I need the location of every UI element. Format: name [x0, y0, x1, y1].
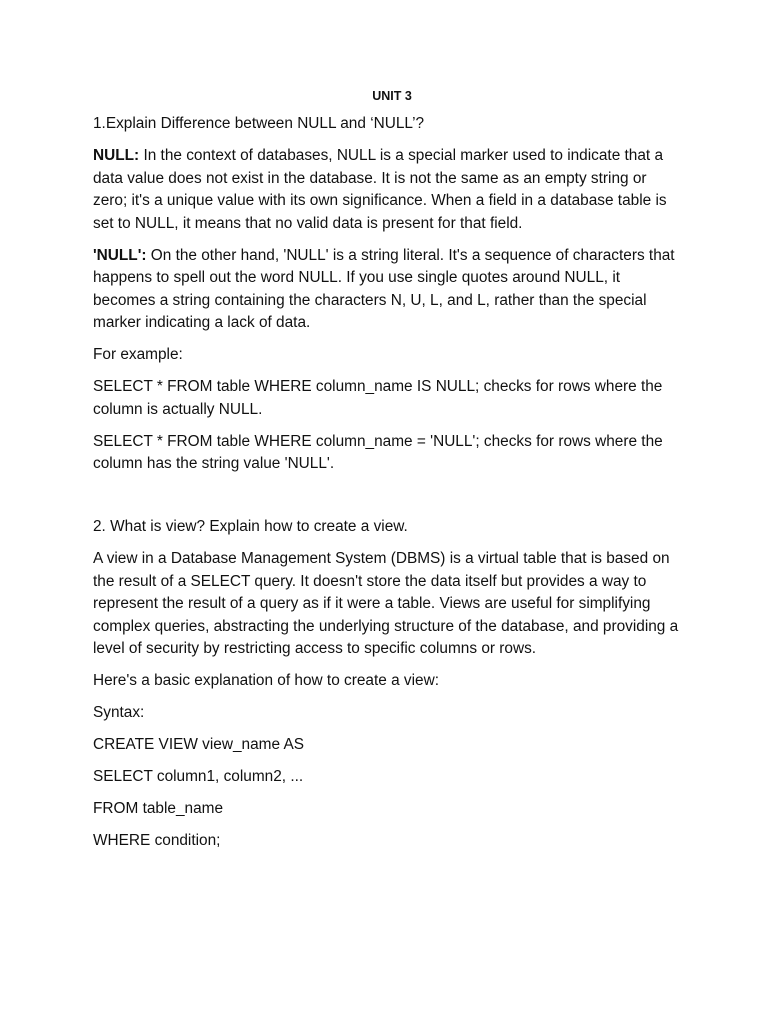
for-example-label: For example:	[93, 346, 183, 363]
question-1-heading: 1.Explain Difference between NULL and ‘NULL’?	[93, 115, 425, 132]
question-2-heading: 2. What is view? Explain how to create a view.	[93, 518, 408, 535]
syntax-line-create-view: CREATE VIEW view_name AS	[93, 736, 304, 753]
null-definition-text: In the context of databases, NULL is a special marker used to indicate that a data value does not exist in the database. It is not the same as an empty string or zero; it's a unique value with its own significance. When a field in a database table is set to NULL, it means that no valid data is present for that field.	[93, 147, 667, 232]
string-null-paragraph	[93, 245, 683, 335]
null-definition-paragraph	[93, 145, 683, 235]
example-string-null: SELECT * FROM table WHERE column_name = 'NULL'; checks for rows where the column has the string value 'NULL'.	[93, 432, 663, 472]
create-view-intro: Here's a basic explanation of how to create a view:	[93, 672, 439, 689]
example-is-null: SELECT * FROM table WHERE column_name IS NULL; checks for rows where the column is actually NULL.	[93, 378, 663, 418]
syntax-line-where: WHERE condition;	[93, 832, 221, 849]
syntax-line-from: FROM table_name	[93, 800, 224, 817]
view-definition-paragraph: A view in a Database Management System (DBMS) is a virtual table that is based on the result of a SELECT query. It doesn't store the data itself but provides a way to represent the result of a query as if it were a table. Views are useful for simplifying complex queries, abstracting the underlying structure of the database, and providing a level of security by restricting access to specific columns or rows.	[93, 550, 679, 657]
string-null-text: On the other hand, 'NULL' is a string literal. It's a sequence of characters that happens to spell out the word NULL. If you use single quotes around NULL, it becomes a string containing the characters N, U, L, and L, rather than the special marker indicating a lack of data.	[93, 246, 675, 331]
null-term: NULL:	[93, 147, 140, 164]
document-content	[93, 87, 683, 862]
unit-title: UNIT 3	[372, 89, 412, 103]
section-gap	[93, 485, 683, 516]
syntax-label: Syntax:	[93, 704, 145, 721]
syntax-line-select: SELECT column1, column2, ...	[93, 768, 304, 785]
string-null-term: 'NULL':	[93, 246, 147, 264]
